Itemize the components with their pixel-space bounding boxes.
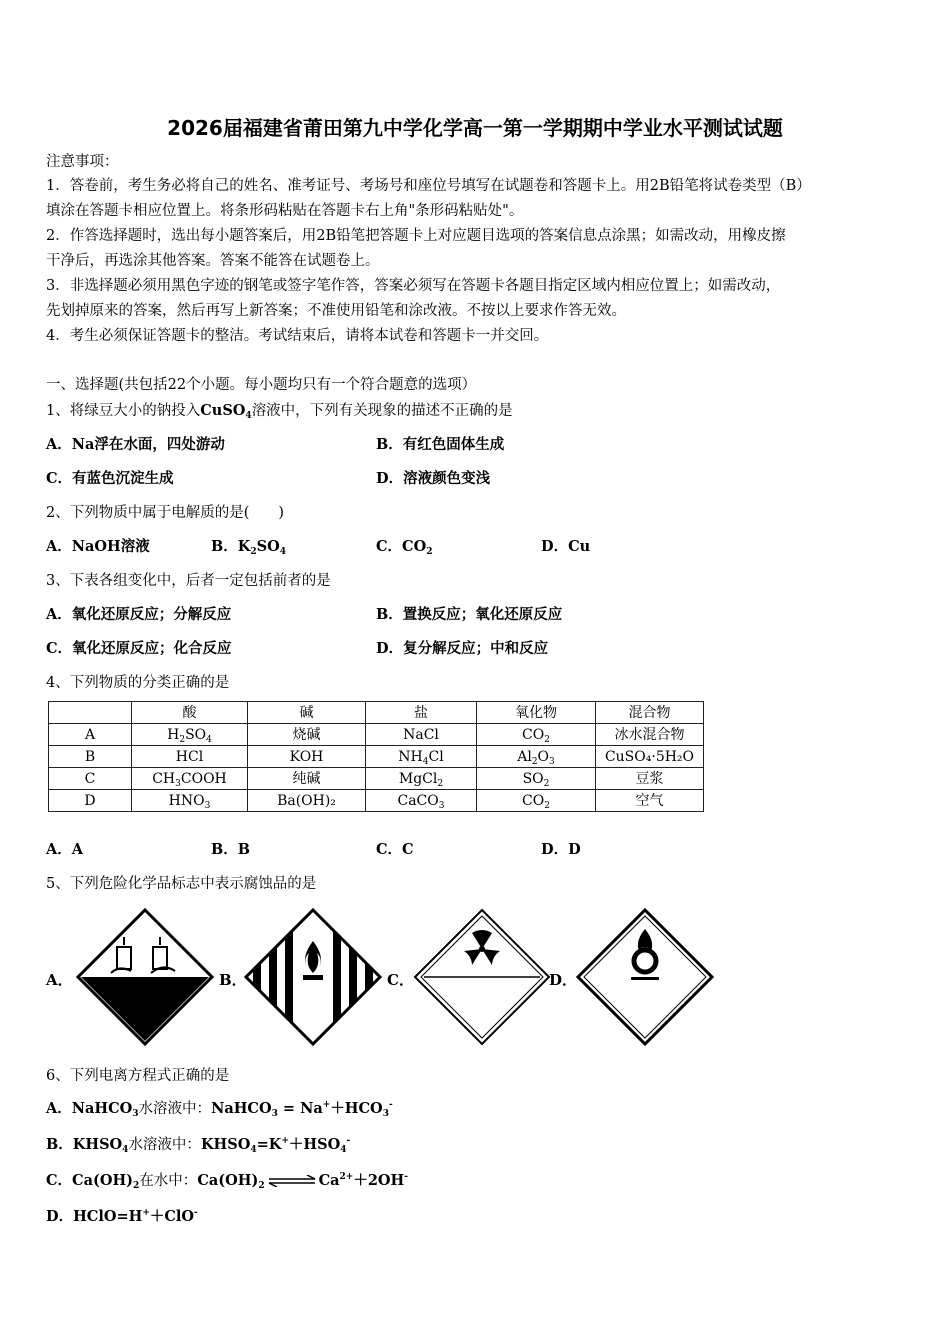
oxidizer-sign-icon [575,907,715,1047]
base-cell: 烧碱 [248,724,366,746]
notice-heading: 注意事项： [46,154,119,170]
oxide-cell: $CO_2$ [477,790,596,812]
q6-option-a: A．NaHCO$_3$水溶液中：NaHCO$_3$ = $Na^++HCO_3^-$ [46,1100,393,1119]
acid-cell: $CH_3COOH$ [132,768,248,790]
spontaneous-combustion-sign-icon [243,907,383,1047]
mixture-cell: 空气 [596,790,704,812]
table-row [49,724,704,746]
notice-line: 填涂在答题卡相应位置上。将条形码粘贴在答题卡右上角"条形码粘贴处"。 [46,203,524,219]
oxide-cell: $SO_2$ [477,768,596,790]
oxide-cell: $CO_2$ [477,724,596,746]
question-4-stem: 4、下列物质的分类正确的是 [46,675,230,691]
q5-label-b: B． [219,971,247,989]
q1-option-d: D．溶液颜色变浅 [376,470,491,487]
question-3-stem: 3、下表各组变化中，后者一定包括前者的是 [46,573,331,589]
q1-option-b: B．有红色固体生成 [376,436,505,453]
q1-option-c: C．有蓝色沉淀生成 [46,470,174,487]
page-title: 2026届福建省莆田第九中学化学高一第一学期期中学业水平测试试题 [167,116,783,140]
section-heading: 一、选择题(共包括22个小题。每小题均只有一个符合题意的选项） [46,377,477,393]
acid-cell: HCl [132,746,248,768]
row-label: D [49,790,132,812]
notice-line: 干净后，再选涂其他答案。答案不能答在试题卷上。 [46,253,380,269]
mixture-cell: 豆浆 [596,768,704,790]
q5-label-d: D． [549,971,578,989]
header-cell: 盐 [366,702,477,724]
notice-line: 1．答卷前，考生务必将自己的姓名、准考证号、考场号和座位号填写在试题卷和答题卡上。用2B铅笔将试卷类型（B） [46,178,811,194]
notice-line: 2．作答选择题时，选出每小题答案后，用2B铅笔把答题卡上对应题目选项的答案信息点涂黑；如需改动，用橡皮擦 [46,228,786,244]
q4-option-d: D．D [541,841,581,858]
q3-option-a: A．氧化还原反应；分解反应 [46,606,232,623]
notice-line: 3．非选择题必须用黑色字迹的钢笔或签字笔作答，答案必须写在答题卡各题目指定区域内相应位置上；如需改动， [46,278,781,294]
classification-table [48,701,704,812]
header-cell: 氧化物 [477,702,596,724]
base-cell: Ba(OH)₂ [248,790,366,812]
row-label: C [49,768,132,790]
header-cell: 酸 [132,702,248,724]
acid-cell: $H_2SO_4$ [132,724,248,746]
table-row [49,768,704,790]
q2-option-c: C．$CO_2$ [376,538,433,557]
q2-option-a: A．NaOH溶液 [46,538,150,555]
salt-cell: MgCl$_2$ [366,768,477,790]
mixture-cell: CuSO₄·5H₂O [596,746,704,768]
oxide-cell: $Al_2O_3$ [477,746,596,768]
salt-cell: NaCl [366,724,477,746]
mixture-cell: 冰水混合物 [596,724,704,746]
acid-cell: $HNO_3$ [132,790,248,812]
q6-option-c: C．$Ca(OH)_2$在水中：$Ca(OH)_2$ $Ca^{2+}+2OH^-$ [46,1172,408,1191]
notice-line: 先划掉原来的答案，然后再写上新答案；不准使用铅笔和涂改液。不按以上要求作答无效。 [46,303,626,319]
radioactive-sign-icon [412,907,552,1047]
question-1-stem: 1、将绿豆大小的钠投入CuSO$_4$溶液中，下列有关现象的描述不正确的是 [46,402,513,421]
q3-option-b: B．置换反应；氧化还原反应 [376,606,563,623]
q5-label-c: C． [387,971,414,989]
q3-option-d: D．复分解反应；中和反应 [376,640,549,657]
notice-line: 4．考生必须保证答题卡的整洁。考试结束后，请将本试卷和答题卡一并交回。 [46,328,549,344]
header-cell [49,702,132,724]
table-row [49,790,704,812]
q4-option-c: C．C [376,841,414,858]
salt-cell: CaCO$_3$ [366,790,477,812]
header-cell: 混合物 [596,702,704,724]
base-cell: KOH [248,746,366,768]
q2-option-d: D．Cu [541,538,591,555]
q2-option-b: B．$K_2SO_4$ [211,538,287,557]
corrosive-sign-icon [75,907,215,1047]
q6-option-d: D．HClO=H+＋ClO- [46,1208,198,1225]
table-header-row [49,702,704,724]
q6-option-b: B．$KHSO_4$水溶液中：$KHSO_4=K^++HSO_4^-$ [46,1136,351,1155]
q1-option-a: A．Na浮在水面，四处游动 [46,436,225,453]
base-cell: 纯碱 [248,768,366,790]
salt-cell: $NH_4Cl$ [366,746,477,768]
question-2-stem: 2、下列物质中属于电解质的是( ) [46,505,285,521]
q3-option-c: C．氧化还原反应；化合反应 [46,640,232,657]
q5-label-a: A． [46,971,73,989]
q4-option-b: B．B [211,841,251,858]
row-label: A [49,724,132,746]
question-6-stem: 6、下列电离方程式正确的是 [46,1068,230,1084]
row-label: B [49,746,132,768]
question-5-stem: 5、下列危险化学品标志中表示腐蚀品的是 [46,876,317,892]
header-cell: 碱 [248,702,366,724]
q4-option-a: A．A [46,841,84,858]
table-row [49,746,704,768]
equilibrium-arrow-icon [267,1175,317,1187]
